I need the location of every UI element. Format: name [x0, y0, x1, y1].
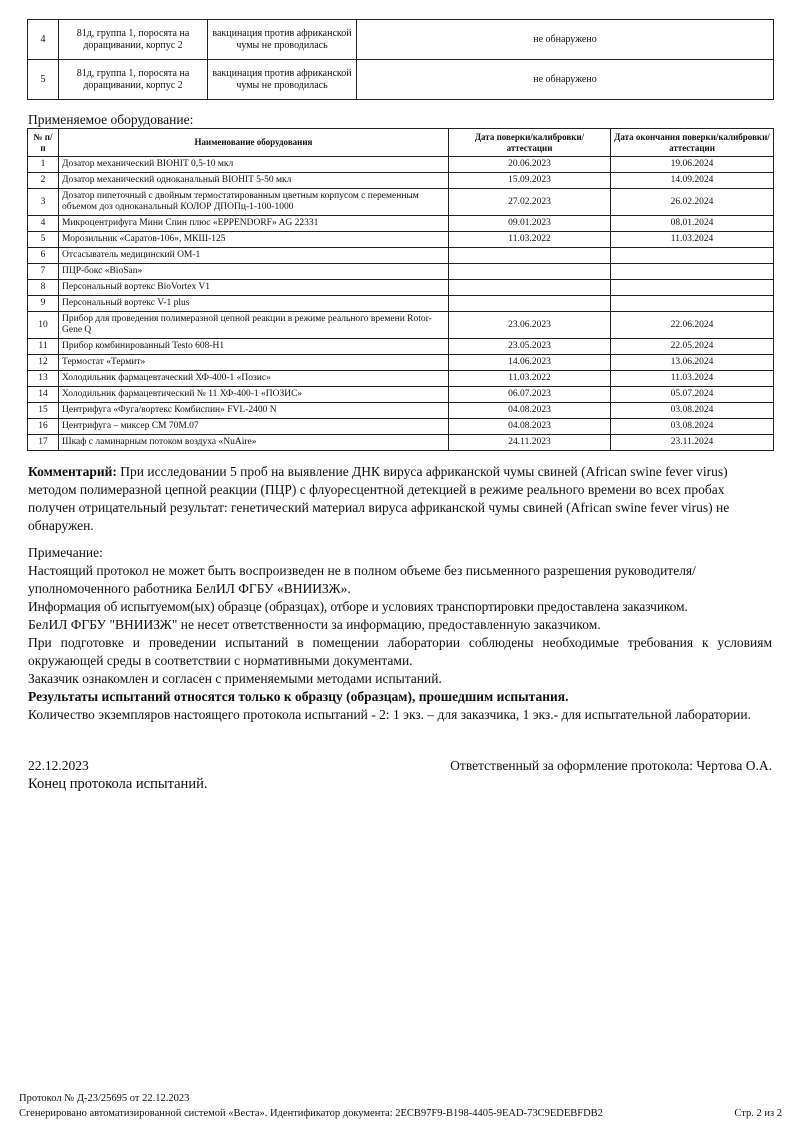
table-row [28, 264, 774, 280]
eq-date: 24.11.2023 [449, 435, 611, 451]
table-row [28, 20, 774, 60]
note-copies: Количество экземпляров настоящего протокола испытаний - 2: 1 экз. – для заказчика, 1 экз.- для испытательной лаборатории. [28, 707, 751, 722]
sample-num: 5 [28, 60, 59, 100]
eq-name: Отсасыватель медицинский ОМ-1 [59, 248, 449, 264]
table-row [28, 216, 774, 232]
eq-num: 7 [28, 264, 59, 280]
eq-num: 4 [28, 216, 59, 232]
eq-num: 2 [28, 173, 59, 189]
eq-num: 1 [28, 157, 59, 173]
header-num: № п/п [28, 129, 59, 157]
footer-generated: Сгенерировано автоматизированной системой «Веста». Идентификатор документа: 2ECB97F9-B198-4405-9EAD-73C9EDEBFDB2 [19, 1108, 603, 1119]
signature-responsible: Ответственный за оформление протокола: Чертова О.А. [450, 758, 772, 773]
sample-num: 4 [28, 20, 59, 60]
header-date: Дата поверки/калибровки/аттестации [449, 129, 611, 157]
eq-date: 04.08.2023 [449, 419, 611, 435]
eq-end-date: 26.02.2024 [611, 189, 774, 216]
sample-description: 81д, группа 1, поросята на доращивании, корпус 2 [59, 20, 208, 60]
eq-num: 6 [28, 248, 59, 264]
sample-result: не обнаружено [357, 20, 774, 60]
eq-name: Персональный вортекс BioVortex V1 [59, 280, 449, 296]
table-row [28, 419, 774, 435]
notes-label: Примечание: [28, 545, 103, 560]
eq-end-date [611, 264, 774, 280]
table-row [28, 189, 774, 216]
eq-end-date: 22.06.2024 [611, 312, 774, 339]
eq-date: 27.02.2023 [449, 189, 611, 216]
eq-end-date [611, 296, 774, 312]
table-row [28, 157, 774, 173]
eq-name: Дозатор механический BIOHIT 0,5-10 мкл [59, 157, 449, 173]
sample-description: 81д, группа 1, поросята на доращивании, корпус 2 [59, 60, 208, 100]
note-liability: БелИЛ ФГБУ "ВНИИЗЖ" не несет ответственности за информацию, предоставленную заказчиком. [28, 617, 601, 632]
sample-result: не обнаружено [357, 60, 774, 100]
table-row [28, 173, 774, 189]
table-row [28, 248, 774, 264]
comment-text: При исследовании 5 проб на выявление ДНК вируса африканской чумы свиней (African swine fever virus) методом полимеразной цепной реакции (ПЦР) с флуоресцентной детекцией в режиме реального времени во всех пробах получен отрицательный результат: генетический материал вируса африканской чумы свиней (African swine fever virus) не обнаружен. [28, 464, 730, 533]
eq-num: 17 [28, 435, 59, 451]
eq-name: Дозатор пипеточный с двойным термостатированным цветным корпусом с переменным объемом доз одноканальный КОЛОР ДПОПц-1-100-1000 [59, 189, 449, 216]
eq-num: 10 [28, 312, 59, 339]
table-row [28, 232, 774, 248]
equipment-table [27, 128, 774, 451]
equipment-title: Применяемое оборудование: [28, 112, 194, 127]
table-row [28, 60, 774, 100]
eq-date: 23.06.2023 [449, 312, 611, 339]
eq-num: 11 [28, 339, 59, 355]
table-row [28, 280, 774, 296]
table-row [28, 339, 774, 355]
equipment-header-row [28, 129, 774, 157]
eq-num: 12 [28, 355, 59, 371]
table-row [28, 403, 774, 419]
table-row [28, 435, 774, 451]
eq-date: 04.08.2023 [449, 403, 611, 419]
eq-end-date: 11.03.2024 [611, 232, 774, 248]
note-results-scope-text: Результаты испытаний относятся только к образцу (образцам), прошедшим испытания. [28, 689, 569, 704]
eq-name: Холодильник фармацевтачеcкий ХФ-400-1 «Позис» [59, 371, 449, 387]
eq-date: 15.09.2023 [449, 173, 611, 189]
note-methods-agreement: Заказчик ознакомлен и согласен с применяемыми методами испытаний. [28, 671, 442, 686]
protocol-end: Конец протокола испытаний. [28, 776, 208, 792]
eq-end-date: 11.03.2024 [611, 371, 774, 387]
eq-name: Прибор для проведения полимеразной цепной реакции в режиме реального времени Rotor-Gene Q [59, 312, 449, 339]
table-row [28, 387, 774, 403]
comment-block [28, 463, 772, 535]
header-end-date: Дата окончания поверки/калибровки/аттестации [611, 129, 774, 157]
eq-end-date: 05.07.2024 [611, 387, 774, 403]
eq-date: 06.07.2023 [449, 387, 611, 403]
note-sample-info: Информация об испытуемом(ых) образце (образцах), отборе и условиях транспортировки предоставлена заказчиком. [28, 599, 688, 614]
eq-num: 13 [28, 371, 59, 387]
table-row [28, 312, 774, 339]
note-reproduction: Настоящий протокол не может быть воспроизведен не в полном объеме без письменного разрешения руководителя/уполномоченного работника БелИЛ ФГБУ «ВНИИЗЖ». [28, 563, 696, 596]
eq-date [449, 296, 611, 312]
eq-name: Прибор комбинированный Testo 608-H1 [59, 339, 449, 355]
eq-date: 23.05.2023 [449, 339, 611, 355]
eq-name: Микроцентрифуга Мини Спин плюс «EPPENDORF» AG 22331 [59, 216, 449, 232]
eq-end-date: 14.09.2024 [611, 173, 774, 189]
eq-end-date: 03.08.2024 [611, 403, 774, 419]
footer-page-number: Стр. 2 из 2 [734, 1108, 782, 1119]
sample-vaccination: вакцинация против африканской чумы не проводилась [208, 20, 357, 60]
eq-end-date: 13.06.2024 [611, 355, 774, 371]
note-environment: При подготовке и проведении испытаний в помещении лаборатории соблюдены необходимые требования к условиям окружающей среды в соответствии с нормативными документами. [28, 635, 772, 668]
signature-date: 22.12.2023 [28, 758, 89, 773]
eq-name: Центрифуга «Фуга/вортекс Комбиспин» FVL-2400 N [59, 403, 449, 419]
eq-num: 16 [28, 419, 59, 435]
eq-name: Термостат «Термит» [59, 355, 449, 371]
eq-name: Дозатор механический одноканальный BIOHIT 5-50 мкл [59, 173, 449, 189]
eq-end-date: 03.08.2024 [611, 419, 774, 435]
sample-vaccination: вакцинация против африканской чумы не проводилась [208, 60, 357, 100]
eq-date: 11.03.2022 [449, 371, 611, 387]
eq-num: 9 [28, 296, 59, 312]
eq-end-date: 22.05.2024 [611, 339, 774, 355]
eq-name: Шкаф с ламинарным потоком воздуха «NuAire» [59, 435, 449, 451]
eq-date [449, 280, 611, 296]
equipment-body [28, 157, 774, 451]
eq-num: 3 [28, 189, 59, 216]
footer-protocol-number: Протокол № Д-23/25695 от 22.12.2023 [19, 1093, 190, 1104]
eq-end-date: 23.11.2024 [611, 435, 774, 451]
eq-name: ПЦР-бокс «BioSan» [59, 264, 449, 280]
eq-date: 14.06.2023 [449, 355, 611, 371]
eq-num: 5 [28, 232, 59, 248]
eq-name: Холодильник фармацевтический № 11 ХФ-400-1 «ПОЗИС» [59, 387, 449, 403]
eq-name: Персональный вортекс V-1 plus [59, 296, 449, 312]
eq-num: 14 [28, 387, 59, 403]
table-row [28, 296, 774, 312]
eq-name: Морозильник «Саратов-106», МКШ-125 [59, 232, 449, 248]
eq-date: 09.01.2023 [449, 216, 611, 232]
samples-table [27, 19, 774, 100]
eq-num: 15 [28, 403, 59, 419]
table-row [28, 371, 774, 387]
eq-end-date [611, 280, 774, 296]
eq-date: 11.03.2022 [449, 232, 611, 248]
eq-date [449, 264, 611, 280]
eq-date [449, 248, 611, 264]
comment-label: Комментарий: [28, 464, 117, 479]
header-name: Наименование оборудования [59, 129, 449, 157]
eq-num: 8 [28, 280, 59, 296]
eq-date: 20.06.2023 [449, 157, 611, 173]
note-results-scope [28, 688, 772, 706]
eq-end-date: 19.06.2024 [611, 157, 774, 173]
eq-end-date [611, 248, 774, 264]
eq-end-date: 08.01.2024 [611, 216, 774, 232]
eq-name: Центрифуга – миксер СМ 70М.07 [59, 419, 449, 435]
table-row [28, 355, 774, 371]
